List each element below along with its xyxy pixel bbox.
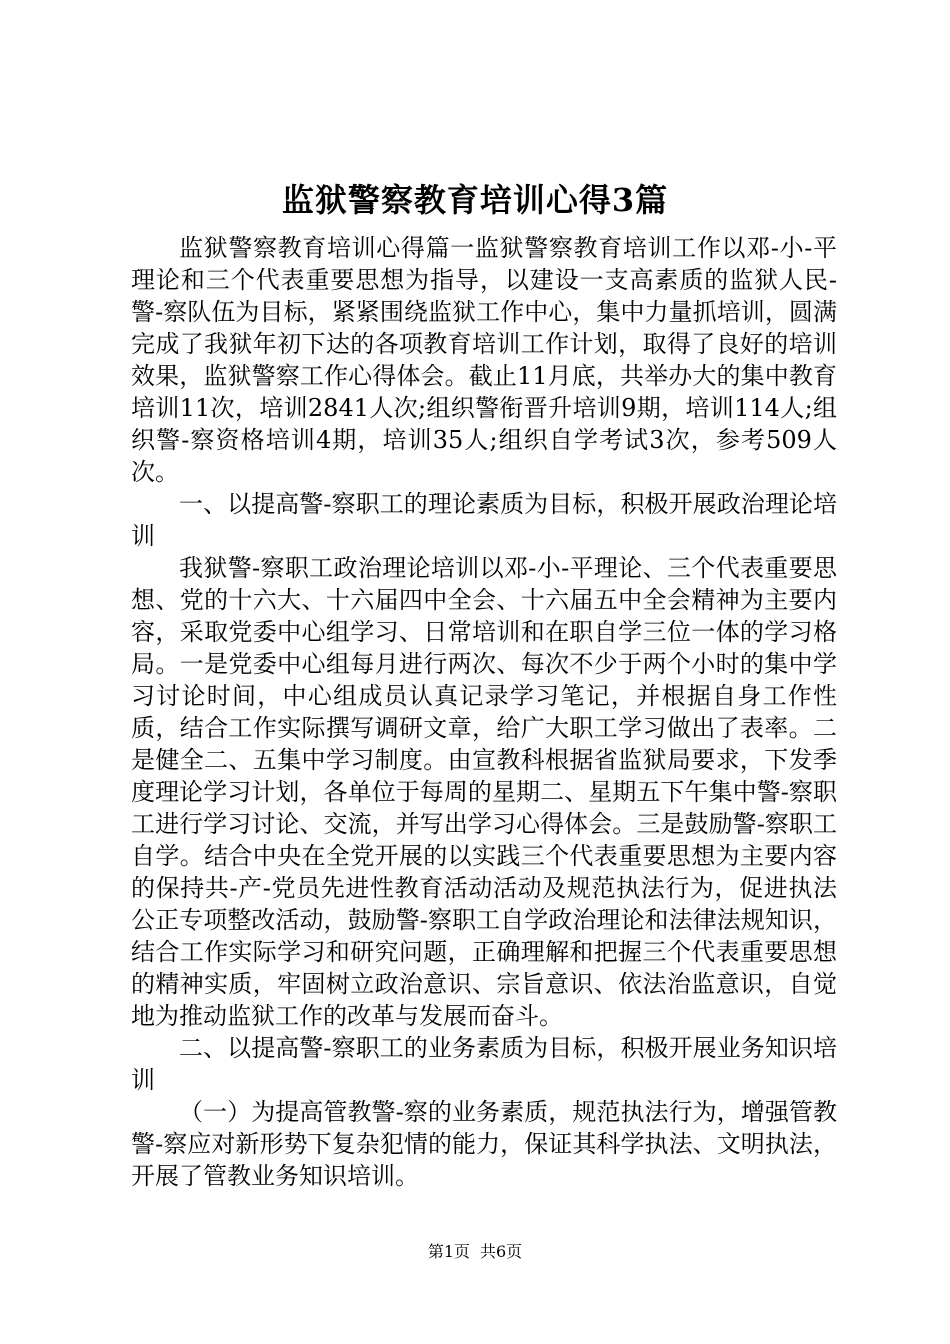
paragraph-theory-training: 我狱警-察职工政治理论培训以邓-小-平理论、三个代表重要思想、党的十六大、十六届四中全会、十六届五中全会精神为主要内容，采取党委中心组学习、日常培训和在职自学三位一体的学习格局。一是党委中心组每月进行两次、每次不少于两个小时的集中学习讨论时间，中心组成员认真记录学习笔记，并根据自身工作性质，结合工作实际撰写调研文章，给广大职工学习做出了表率。二是健全二、五集中学习制度。由宣教科根据省监狱局要求，下发季度理论学习计划，各单位于每周的星期二、星期五下午集中警-察职工进行学习讨论、交流，并写出学习心得体会。三是鼓励警-察职工自学。结合中央在全党开展的以实践三个代表重要思想为主要内容的保持共-产-党员先进性教育活动活动及规范执法行为，促进执法公正专项整改活动，鼓励警-察职工自学政治理论和法律法规知识，结合工作实际学习和研究问题，正确理解和把握三个代表重要思想的精神实质，牢固树立政治意识、宗旨意识、依法治监意识，自觉地为推动监狱工作的改革与发展而奋斗。	[131, 554, 837, 1030]
section-heading-theory: 一、以提高警-察职工的理论素质为目标，积极开展政治理论培训	[131, 490, 837, 550]
paragraph-business-training: （一）为提高管教警-察的业务素质，规范执法行为，增强管教警-察应对新形势下复杂犯情的能力，保证其科学执法、文明执法，开展了管教业务知识培训。	[131, 1098, 837, 1190]
paragraph-intro: 监狱警察教育培训心得篇一监狱警察教育培训工作以邓-小-平理论和三个代表重要思想为指导，以建设一支高素质的监狱人民-警-察队伍为目标，紧紧围绕监狱工作中心，集中力量抓培训，圆满完成了我狱年初下达的各项教育培训工作计划，取得了良好的培训效果，监狱警察工作心得体会。截止11月底，共举办大的集中教育培训11次，培训2841人次;组织警衔晋升培训9期，培训114人;组织警-察资格培训4期，培训35人;组织自学考试3次，参考509人次。	[131, 234, 837, 486]
page-number: 第1页	[427, 1242, 470, 1261]
section-heading-business: 二、以提高警-察职工的业务素质为目标，积极开展业务知识培训	[131, 1034, 837, 1094]
total-pages: 共6页	[480, 1242, 523, 1261]
document-body	[131, 232, 837, 1192]
document-title: 监狱警察教育培训心得3篇	[281, 181, 669, 219]
page-footer	[0, 1241, 950, 1263]
